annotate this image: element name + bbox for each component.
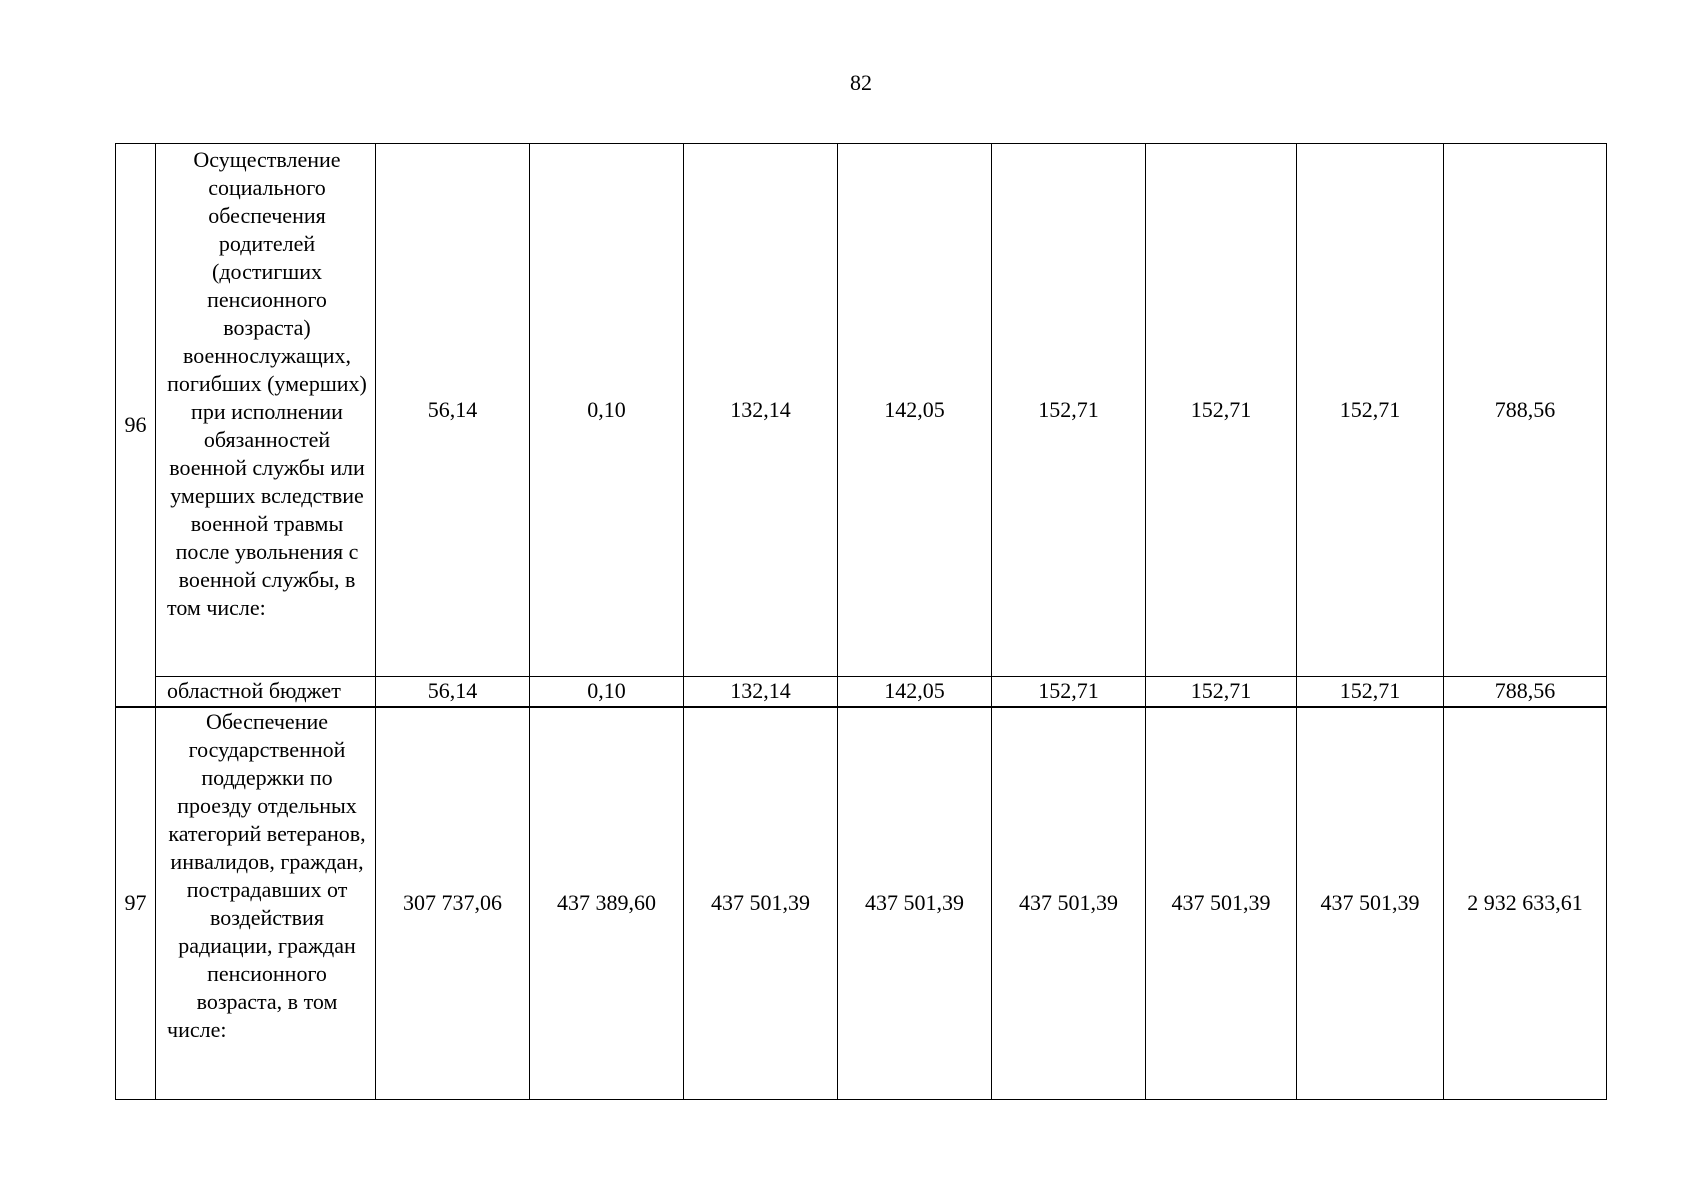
row-number: 96 [116,144,156,707]
value-cell: 437 501,39 [684,707,838,1100]
value-cell: 437 501,39 [838,707,992,1100]
value-cell: 788,56 [1444,144,1607,677]
value-cell: 142,05 [838,677,992,707]
value-cell: 56,14 [376,677,530,707]
value-cell: 152,71 [1146,144,1297,677]
row-description: Осуществление социального обеспечения родителей (достигших пенсионного возраста) военнослужащих, погибших (умерших) при исполнении обязанностей военной службы или умерших вследствие военной травмы после увольнения с военной службы, в том числе: [156,144,376,677]
value-cell: 152,71 [992,144,1146,677]
value-cell: 152,71 [1146,677,1297,707]
value-cell: 56,14 [376,144,530,677]
value-cell: 152,71 [992,677,1146,707]
page-number: 82 [850,70,872,95]
value-cell: 307 737,06 [376,707,530,1100]
value-cell: 132,14 [684,677,838,707]
value-cell: 0,10 [530,677,684,707]
value-cell: 132,14 [684,144,838,677]
value-cell: 142,05 [838,144,992,677]
value-cell: 437 389,60 [530,707,684,1100]
value-cell: 788,56 [1444,677,1607,707]
row-description: областной бюджет [156,677,376,707]
value-cell: 437 501,39 [992,707,1146,1100]
value-cell: 152,71 [1297,677,1444,707]
table-row-regional-budget [116,677,1607,707]
table-row-96 [116,144,1607,677]
budget-table [115,143,1607,1100]
value-cell: 437 501,39 [1146,707,1297,1100]
value-cell: 152,71 [1297,144,1444,677]
table-row-97 [116,707,1607,1100]
value-cell: 437 501,39 [1297,707,1444,1100]
value-cell: 2 932 633,61 [1444,707,1607,1100]
row-number: 97 [116,707,156,1100]
value-cell: 0,10 [530,144,684,677]
row-description: Обеспечение государственной поддержки по проезду отдельных категорий ветеранов, инвалидов, граждан, пострадавших от воздействия радиации, граждан пенсионного возраста, в том числе: [156,707,376,1100]
